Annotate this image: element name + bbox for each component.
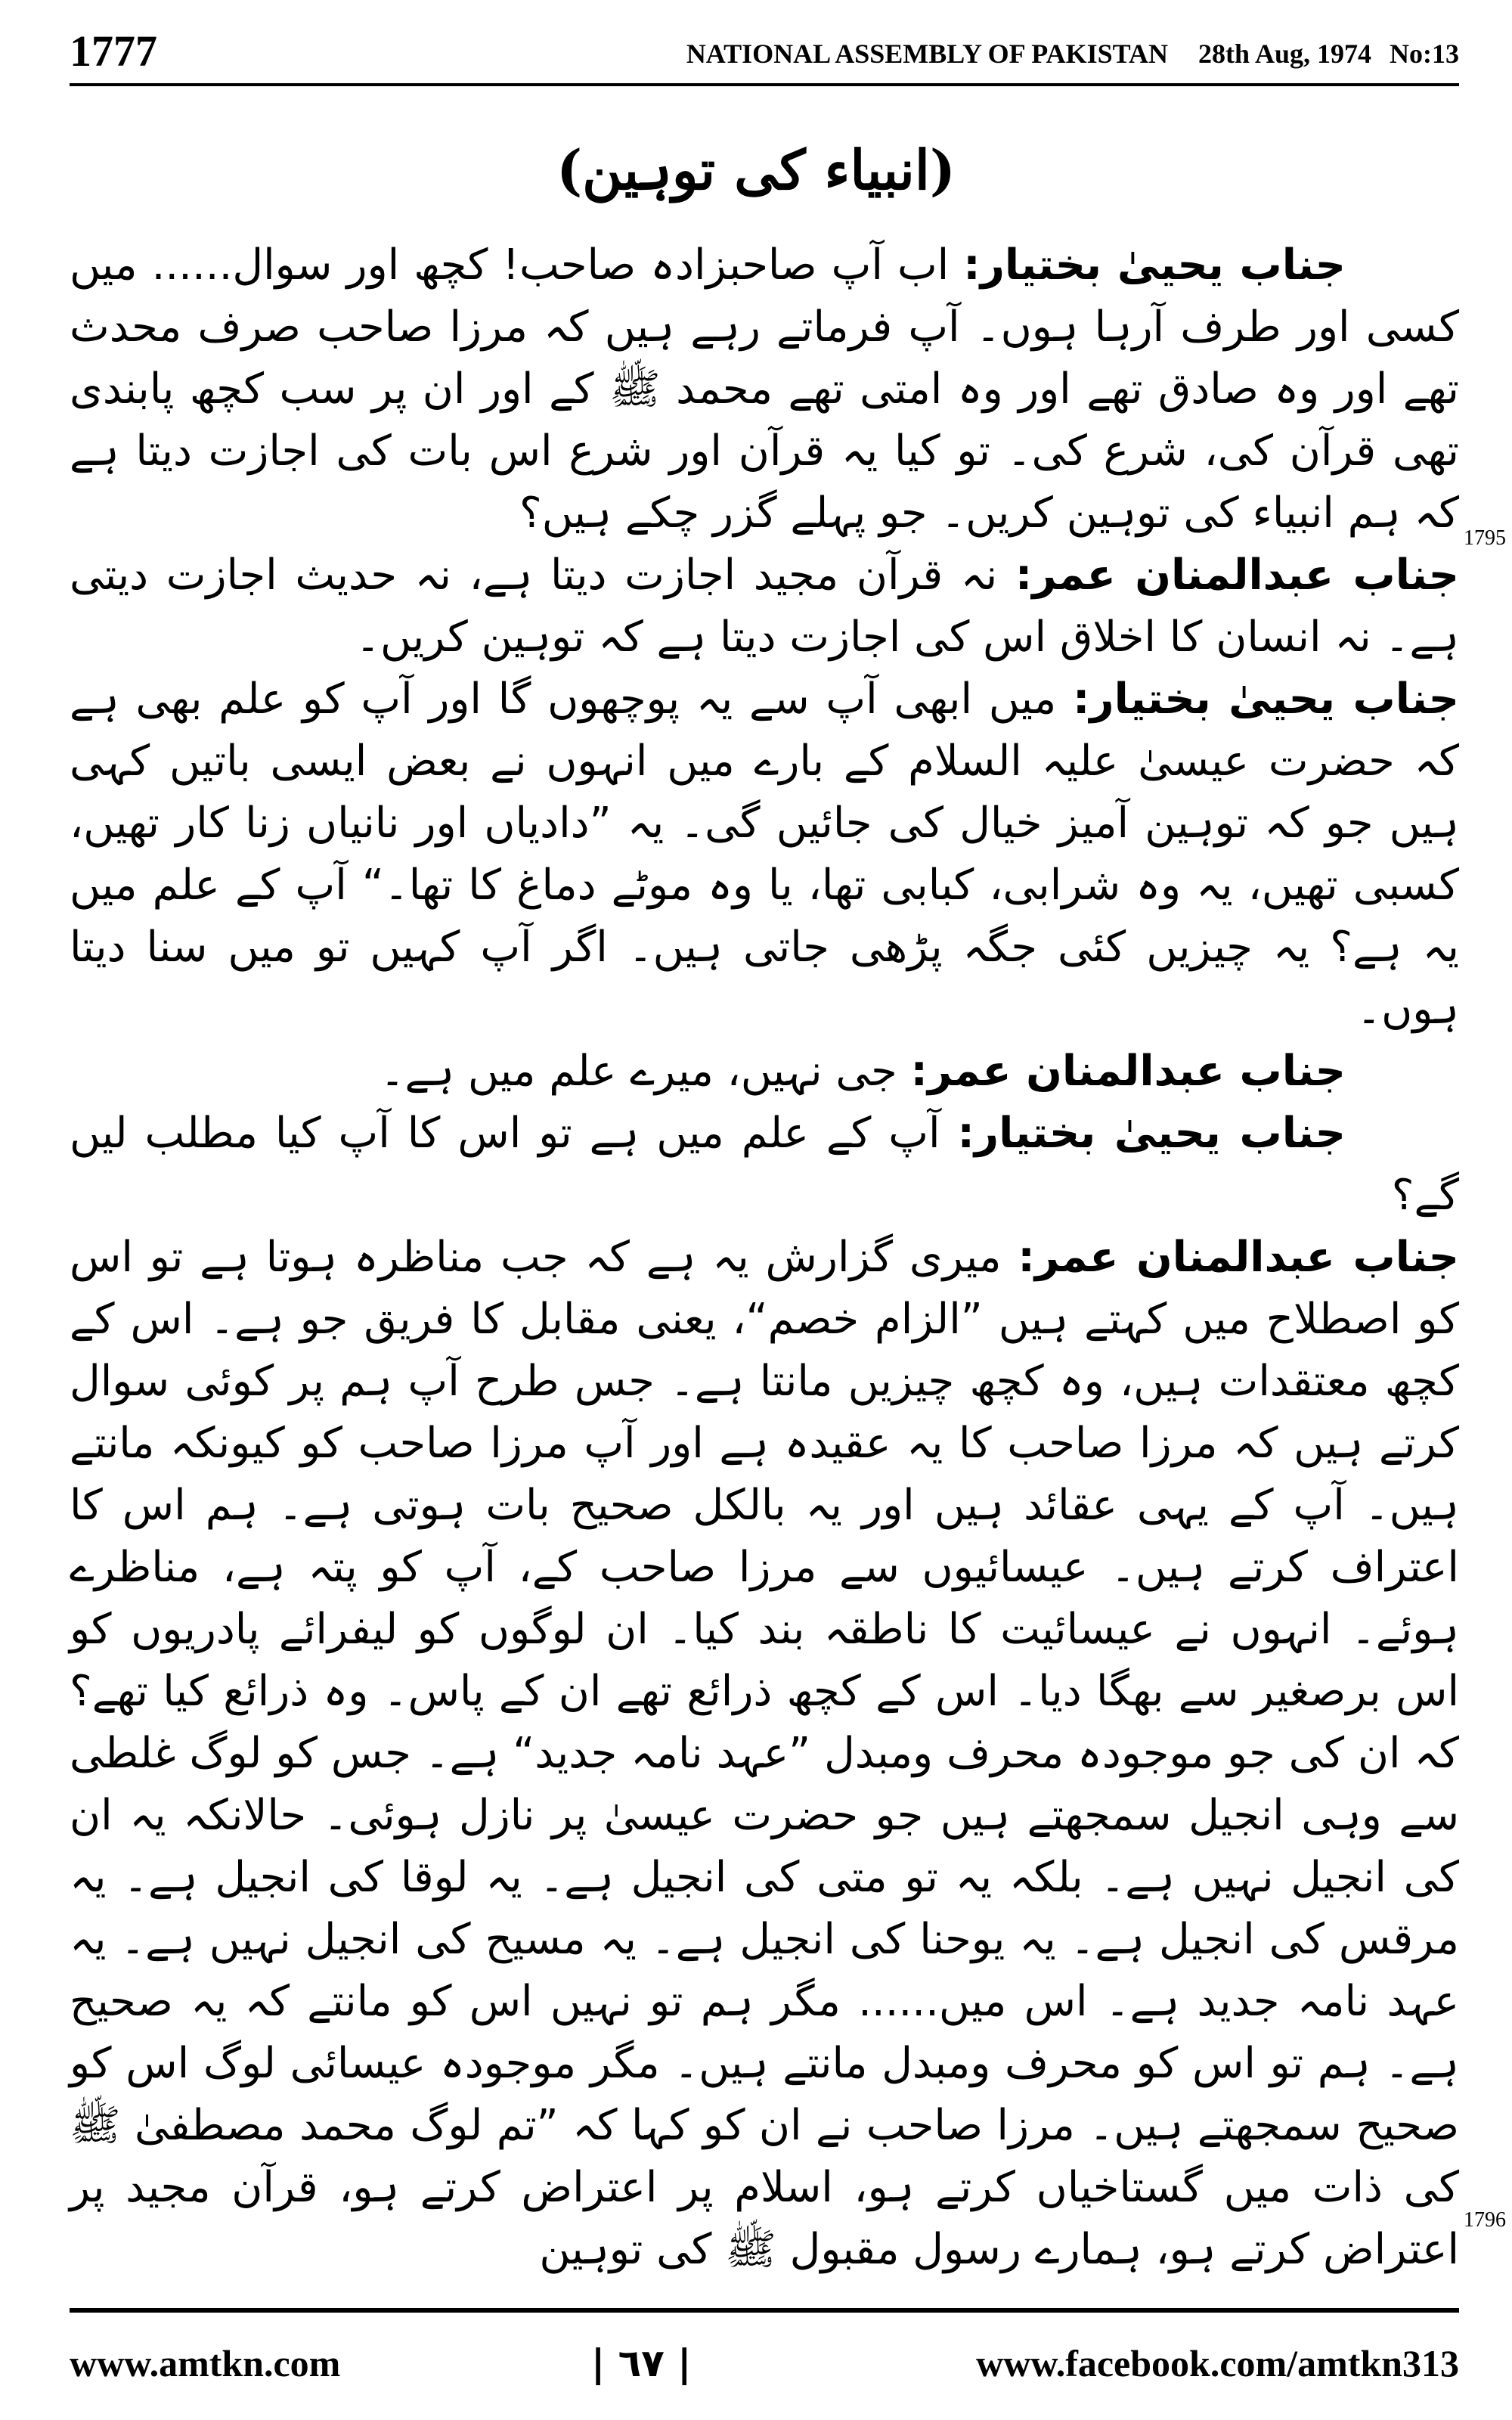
- dialogue-text: اب آپ صاحبزادہ صاحب! کچھ اور سوال...... میں کسی اور طرف آرہا ہوں۔ آپ فرماتے رہے ہیں کہ مرزا صاحب صرف محدث تھے اور وہ صادق تھے اور وہ امتی تھے محمد ﷺ کے اور ان پر سب کچھ پابندی تھی قرآن کی، شرع کی۔ تو کیا یہ قرآن اور شرع اس بات کی اجازت دیتا ہے کہ ہم انبیاء کی توہین کریں۔ جو پہلے گزر چکے ہیں؟: [70, 240, 1459, 538]
- footnote-marker: 1795: [1464, 526, 1506, 550]
- urdu-page-number: | ٦٧ |: [591, 2341, 692, 2385]
- speaker-name: جناب یحییٰ بختیار:: [1072, 675, 1459, 724]
- speaker-name: جناب عبدالمنان عمر:: [910, 1047, 1346, 1096]
- dialogue-paragraph: [70, 1041, 1459, 1103]
- facebook-link[interactable]: www.facebook.com/amtkn313: [976, 2342, 1459, 2384]
- footnote-marker: 1796: [1464, 2208, 1506, 2232]
- speaker-name: جناب یحییٰ بختیار:: [963, 240, 1346, 290]
- dialogue-text: نہ قرآن مجید اجازت دیتا ہے، نہ حدیث اجازت دیتی ہے۔ نہ انسان کا اخلاق اس کی اجازت دیتا ہے کہ توہین کریں۔: [70, 551, 1459, 662]
- page-number: 1777: [70, 26, 157, 76]
- session-date: 28th Aug, 1974: [1198, 39, 1371, 69]
- header-info: [656, 35, 1459, 73]
- dialogue-paragraph: [70, 1227, 1506, 2281]
- dialogue-paragraph: [70, 526, 1506, 669]
- dialogue-text: میری گزارش یہ ہے کہ جب مناظرہ ہوتا ہے تو اس کو اصطلاح میں کہتے ہیں ”الزام خصم“، یعنی مقابل کا فریق جو ہے۔ اس کے کچھ معتقدات ہیں، وہ کچھ چیزیں مانتا ہے۔ جس طرح آپ ہم پر کوئی سوال کرتے ہیں کہ مرزا صاحب کا یہ عقیدہ ہے اور آپ مرزا صاحب کو کیونکہ مانتے ہیں۔ آپ کے یہی عقائد ہیں اور یہ بالکل صحیح بات ہوتی ہے۔ ہم اس کا اعتراف کرتے ہیں۔ عیسائیوں سے مرزا صاحب کے، آپ کو پتہ ہے، مناظرے ہوئے۔ انہوں نے عیسائیت کا ناطقہ بند کیا۔ ان لوگوں کو لیفرائے پادریوں کو اس برصغیر سے بھگا دیا۔ اس کے کچھ ذرائع تھے ان کے پاس۔ وہ ذرائع کیا تھے؟ کہ ان کی جو موجودہ محرف ومبدل ”عہد نامہ جدید“ ہے۔ جس کو لوگ غلطی سے وہی انجیل سمجھتے ہیں جو حضرت عیسیٰ پر نازل ہوئی۔ حالانکہ یہ ان کی انجیل نہیں ہے۔ بلکہ یہ تو متی کی انجیل ہے۔ یہ لوقا کی انجیل ہے۔ یہ مرقس کی انجیل ہے۔ یہ یوحنا کی انجیل ہے۔ یہ مسیح کی انجیل نہیں ہے۔ یہ عہد نامہ جدید ہے۔ اس میں...... مگر ہم تو نہیں اس کو مانتے کہ یہ صحیح ہے۔ ہم تو اس کو محرف ومبدل مانتے ہیں۔ مگر موجودہ عیسائی لوگ اس کو صحیح سمجھتے ہیں۔ مرزا صاحب نے ان کو کہا کہ ”تم لوگ محمد مصطفیٰ ﷺ کی ذات میں گستاخیاں کرتے ہو، اسلام پر اعتراض کرتے ہو، قرآن مجید پر اعتراض کرتے ہو، ہمارے رسول مقبول ﷺ کی توہین: [70, 1233, 1459, 2274]
- page-header: [70, 21, 1459, 91]
- page-footer: [70, 2337, 1459, 2390]
- speaker-name: جناب عبدالمنان عمر:: [1015, 551, 1459, 600]
- website-link[interactable]: www.amtkn.com: [70, 2342, 341, 2384]
- assembly-name: NATIONAL ASSEMBLY OF PAKISTAN: [686, 39, 1168, 69]
- dialogue-paragraph: [70, 234, 1459, 544]
- dialogue-text: جی نہیں، میرے علم میں ہے۔: [380, 1047, 897, 1096]
- header-divider: [70, 83, 1459, 86]
- transcript-body: [70, 234, 1506, 2281]
- speaker-name: جناب عبدالمنان عمر:: [1018, 1233, 1459, 1282]
- dialogue-paragraph: [70, 1103, 1459, 1227]
- speaker-name: جناب یحییٰ بختیار:: [957, 1109, 1346, 1158]
- footer-divider: [70, 2308, 1459, 2313]
- issue-number: No:13: [1390, 39, 1459, 69]
- dialogue-paragraph: [70, 669, 1459, 1041]
- dialogue-text: میں ابھی آپ سے یہ پوچھوں گا اور آپ کو علم بھی ہے کہ حضرت عیسیٰ علیہ السلام کے بارے میں انہوں نے بعض ایسی باتیں کہی ہیں جو کہ توہین آمیز خیال کی جائیں گی۔ یہ ”دادیاں اور نانیاں زنا کار تھیں، کسبی تھیں، یہ وہ شرابی، کبابی تھا، یا وہ موٹے دماغ کا تھا۔“ آپ کے علم میں یہ ہے؟ یہ چیزیں کئی جگہ پڑھی جاتی ہیں۔ اگر آپ کہیں تو میں سنا دیتا ہوں۔: [70, 675, 1459, 1034]
- dialogue-text: آپ کے علم میں ہے تو اس کا آپ کیا مطلب لیں گے؟: [70, 1109, 1459, 1220]
- section-title: (انبیاء کی توہین): [556, 138, 956, 202]
